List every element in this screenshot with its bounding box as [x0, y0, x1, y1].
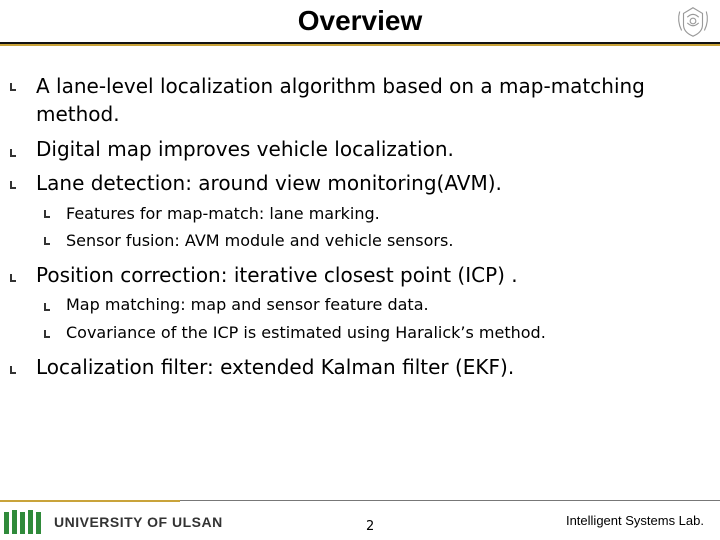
- bullet-line: Lane detection: around view monitoring(AVM).: [36, 171, 502, 195]
- footer-divider: [0, 500, 720, 502]
- sub-bullet-arrow-icon: [42, 237, 52, 247]
- bullet-arrow-icon: [8, 366, 18, 376]
- university-emblem-icon: [674, 2, 712, 40]
- bullet-arrow-icon: [8, 274, 18, 284]
- slide-title: Overview: [297, 5, 423, 36]
- title-divider: [0, 42, 720, 46]
- university-name: UNIVERSITY OF ULSAN: [54, 514, 223, 530]
- sub-bullet-arrow-icon: [42, 330, 52, 340]
- bullet-line: Localization filter: extended Kalman filter (EKF).: [36, 355, 515, 379]
- university-logo-icon: [4, 510, 48, 534]
- bullet-line: Digital map improves vehicle localization.: [36, 137, 454, 161]
- sub-bullet-arrow-icon: [42, 210, 52, 220]
- bullet-line: A lane-level localization algorithm based on a map-matching: [36, 74, 645, 98]
- bullet-line: method.: [36, 102, 120, 126]
- sub-bullet-line: Sensor fusion: AVM module and vehicle sensors.: [66, 231, 454, 250]
- bullet-arrow-icon: [8, 181, 18, 191]
- lab-name: Intelligent Systems Lab.: [565, 513, 704, 528]
- sub-bullet-line: Covariance of the ICP is estimated using Haralick’s method.: [66, 323, 546, 342]
- sub-bullet-line: Map matching: map and sensor feature data.: [66, 295, 429, 314]
- page-number: 2: [366, 519, 375, 534]
- sub-bullet-arrow-icon: [42, 303, 52, 313]
- bullet-arrow-icon: [8, 149, 18, 159]
- bullet-line: Position correction: iterative closest point (ICP) .: [36, 263, 518, 287]
- sub-bullet-line: Features for map-match: lane marking.: [66, 204, 380, 223]
- bullet-arrow-icon: [8, 83, 18, 93]
